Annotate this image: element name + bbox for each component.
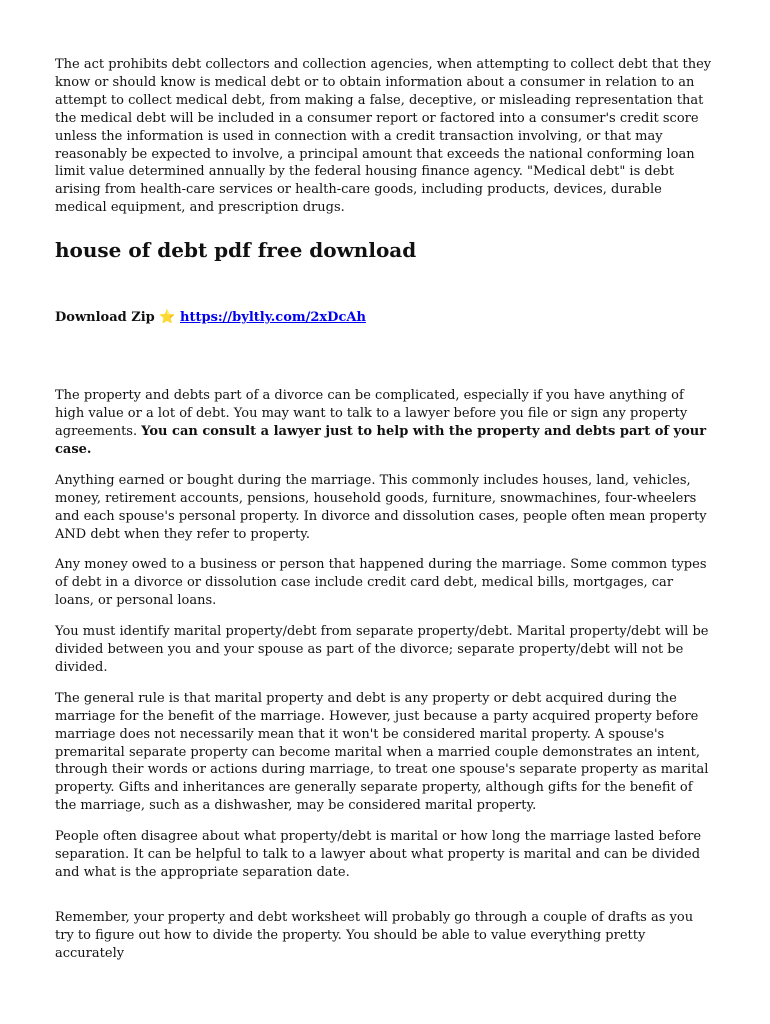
download-line [55,309,715,327]
paragraph-general-rule: The general rule is that marital property and debt is any property or debt acquired during the marriage for the benefit of the marriage. However, just because a party acquired property before marriage does not necessarily mean that it won't be considered marital property. A spouse's premarital separate property can become marital when a married couple demonstrates an intent, through their words or actions during marriage, to treat one spouse's separate property as marital property. Gifts and inheritances are generally separate property, although gifts for the benefit of the marriage, such as a dishwasher, may be considered marital property. [55,690,709,814]
paragraph-marital-property: Anything earned or bought during the marriage. This commonly includes houses, land, vehicles, money, retirement accounts, pensions, household goods, furniture, snowmachines, four-wheelers and each spouse's personal property. In divorce and dissolution cases, people often mean property AND debt when they refer to property. [55,472,707,542]
download-link[interactable]: https://byltly.com/2xDcAh [180,310,366,326]
document-page [55,56,715,976]
paragraph-worksheet: Remember, your property and debt worksheet will probably go through a couple of drafts as you try to figure out how to divide the property. You should be able to value everything pretty accurately [55,909,694,961]
paragraph-property-debts-text: The property and debts part of a divorce can be complicated, especially if you have anything of high value or a lot of debt. You may want to talk to a lawyer before you file or sign any property agreements. [55,388,688,439]
paragraph-property-debts [55,387,715,459]
paragraph-disagreements: People often disagree about what property/debt is marital or how long the marriage lasted before separation. It can be helpful to talk to a lawyer about what property is marital and can be divided and what is the appropriate separation date. [55,829,702,880]
download-label: Download Zip [55,310,155,326]
download-glyph-icon: ⭐ [159,310,176,326]
intro-paragraph: The act prohibits debt collectors and collection agencies, when attempting to collect debt that they know or should know is medical debt or to obtain information about a consumer in relation to an attempt to collect medical debt, from making a false, deceptive, or misleading representation that the medical debt will be included in a consumer report or factored into a consumer's credit score unless the information is used in connection with a credit transaction involving, or that may reasonably be expected to involve, a principal amount that exceeds the national conforming loan limit value determined annually by the federal housing finance agency. "Medical debt" is debt arising from health-care services or health-care goods, including products, devices, durable medical equipment, and prescription drugs. [55,57,712,216]
document-heading: house of debt pdf free download [55,238,417,263]
spacer [55,327,715,387]
paragraph-marital-debt: Any money owed to a business or person that happened during the marriage. Some common types of debt in a divorce or dissolution case include credit card debt, medical bills, mortgages, car loans, or personal loans. [55,557,707,609]
paragraph-identify-property: You must identify marital property/debt from separate property/debt. Marital property/debt will be divided between you and your spouse as part of the divorce; separate property/debt will not be divided. [55,624,709,675]
paragraph-property-debts-bold: You can consult a lawyer just to help with the property and debts part of your case. [55,423,707,457]
